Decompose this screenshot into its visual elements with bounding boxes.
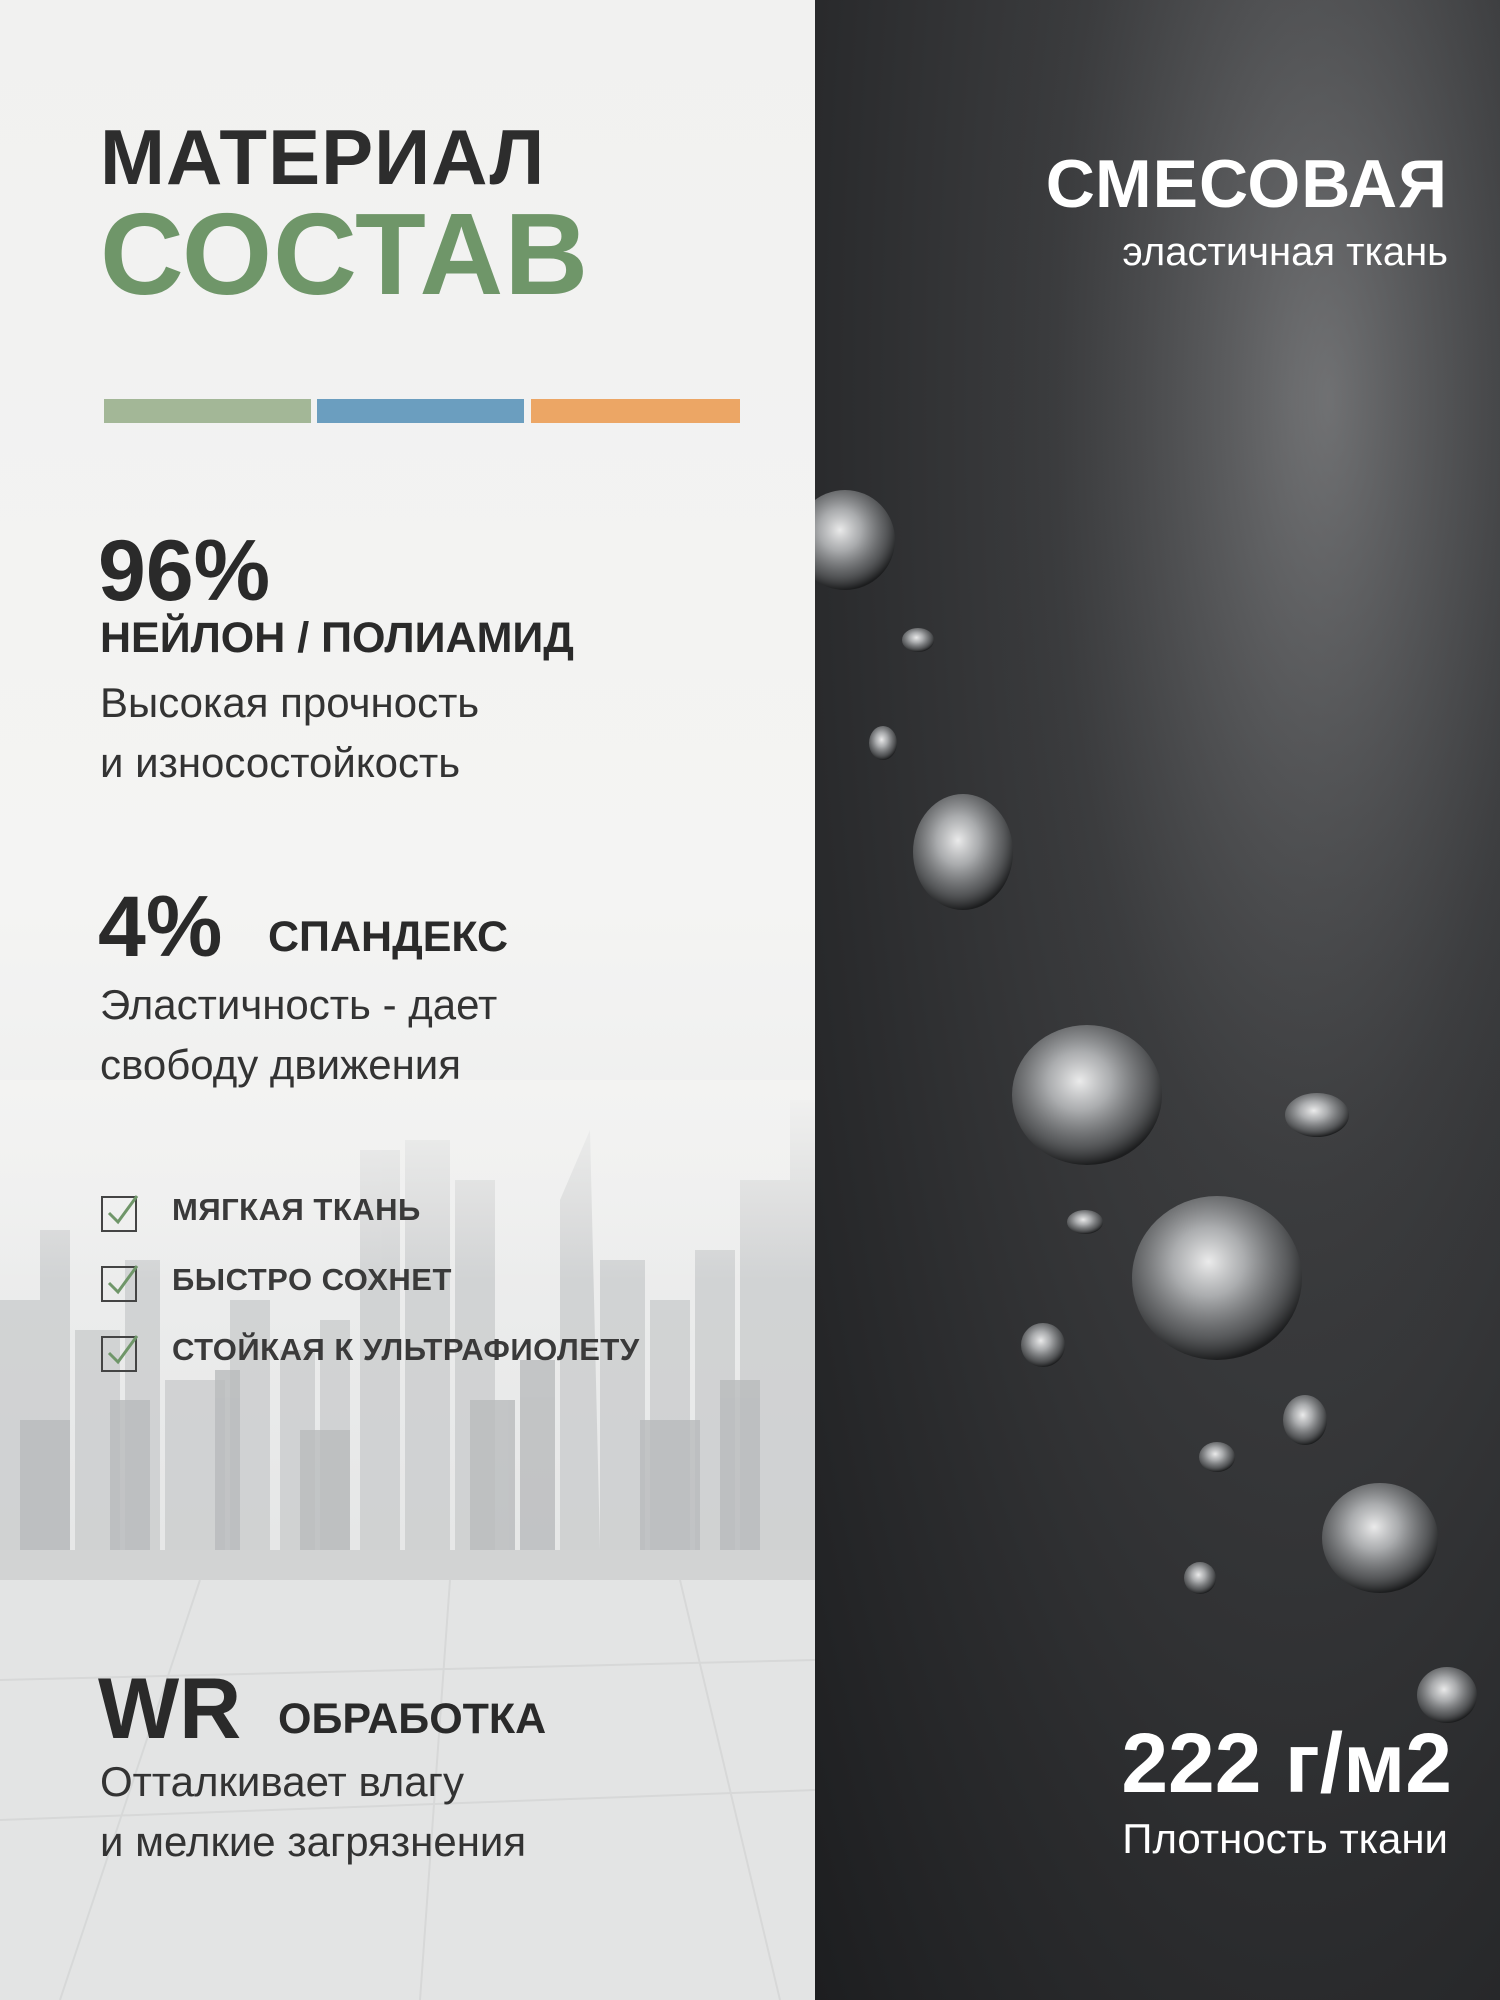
- fabric-type: СМЕСОВАЯ: [1045, 146, 1448, 222]
- water-droplets-image: [815, 0, 1500, 2000]
- color-bar-blue: [317, 399, 524, 423]
- feature-label: БЫСТРО СОХНЕТ: [172, 1262, 452, 1297]
- checkbox-checked-icon: [100, 1191, 138, 1229]
- nylon-desc-line2: и износостойкость: [100, 739, 461, 786]
- feature-label: СТОЙКАЯ К УЛЬТРАФИОЛЕТУ: [172, 1332, 640, 1367]
- feature-label: МЯГКАЯ ТКАНЬ: [172, 1192, 421, 1227]
- checkbox-checked-icon: [100, 1331, 138, 1369]
- fabric-subtype: эластичная ткань: [1122, 230, 1448, 274]
- spandex-desc-line1: Эластичность - дает: [100, 981, 498, 1028]
- fabric-density-label: Плотность ткани: [1122, 1815, 1448, 1862]
- treatment-desc-line1: Отталкивает влагу: [100, 1758, 464, 1805]
- treatment-label: ОБРАБОТКА: [278, 1695, 547, 1743]
- title-composition: СОСТАВ: [100, 189, 590, 319]
- nylon-desc-line1: Высокая прочность: [100, 679, 480, 726]
- checkbox-checked-icon: [100, 1261, 138, 1299]
- title-material: МАТЕРИАЛ: [100, 113, 546, 201]
- spandex-label: СПАНДЕКС: [268, 913, 509, 961]
- spandex-desc-line2: свободу движения: [100, 1041, 461, 1088]
- spandex-percent: 4%: [98, 879, 223, 975]
- nylon-label: НЕЙЛОН / ПОЛИАМИД: [100, 614, 574, 662]
- color-bar-orange: [531, 399, 740, 423]
- nylon-percent: 96%: [98, 523, 271, 619]
- feature-item: [100, 1325, 640, 1375]
- feature-item: [100, 1185, 421, 1235]
- fabric-density: 222 г/м2: [1121, 1716, 1452, 1810]
- feature-item: [100, 1255, 452, 1305]
- treatment-desc-line2: и мелкие загрязнения: [100, 1818, 527, 1865]
- treatment-code: WR: [98, 1661, 242, 1757]
- color-bars: [104, 399, 740, 423]
- color-bar-green: [104, 399, 311, 423]
- fabric-photo-panel: [815, 0, 1500, 2000]
